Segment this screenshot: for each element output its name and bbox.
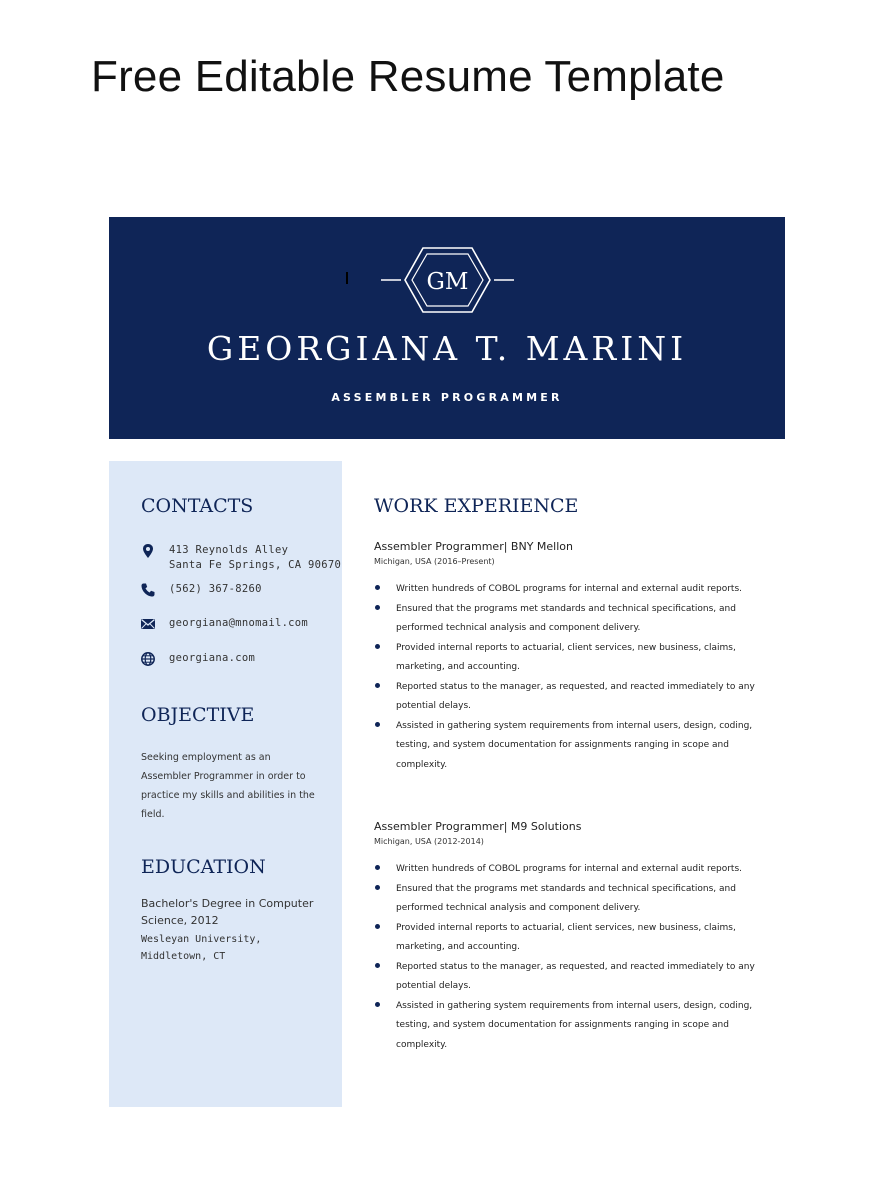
phone-icon (140, 582, 156, 598)
contact-phone (140, 582, 262, 598)
page-heading: Free Editable Resume Template (91, 52, 725, 101)
job-heading: Assembler Programmer| M9 Solutions (374, 820, 582, 833)
job-entry (374, 820, 774, 1055)
globe-icon (140, 651, 156, 667)
website-url: georgiana.com (169, 652, 256, 664)
resume-main-column (374, 461, 774, 1101)
job-duty: Ensured that the programs met standards and technical specifications, and performed technical analysis and component delivery. (374, 600, 774, 639)
education-school-line-1: Wesleyan University, (141, 934, 262, 945)
job-duties-list (374, 860, 774, 1055)
job-location: Michigan, USA (2016–Present) (374, 557, 495, 566)
job-entry (374, 540, 774, 775)
education-heading: EDUCATION (141, 856, 266, 878)
address-line-2: Santa Fe Springs, CA 90670 (169, 559, 342, 571)
job-duty: Reported status to the manager, as requested, and reacted immediately to any potential delays. (374, 678, 774, 717)
resume-header-banner (109, 217, 785, 439)
objective-heading: OBJECTIVE (141, 704, 255, 726)
envelope-icon (140, 616, 156, 632)
job-duty: Assisted in gathering system requirements from internal users, design, coding, testing, and system documentation for assignments ranging in scope and complexity. (374, 717, 774, 776)
contact-website (140, 651, 255, 667)
monogram-emblem (379, 245, 516, 315)
job-duty: Written hundreds of COBOL programs for internal and external audit reports. (374, 860, 774, 880)
location-pin-icon (140, 543, 156, 559)
job-duty: Reported status to the manager, as requested, and reacted immediately to any potential delays. (374, 958, 774, 997)
text-cursor (346, 272, 348, 284)
contact-email (140, 616, 308, 632)
education-degree: Bachelor's Degree in Computer Science, 2012 (141, 897, 314, 927)
contact-address (140, 543, 341, 573)
education-school (141, 931, 331, 965)
work-experience-heading: WORK EXPERIENCE (374, 495, 579, 517)
contacts-heading: CONTACTS (141, 495, 254, 517)
objective-text: Seeking employment as an Assembler Programmer in order to practice my skills and abilities in the field. (141, 752, 315, 820)
job-heading: Assembler Programmer| BNY Mellon (374, 540, 573, 553)
job-duty: Provided internal reports to actuarial, client services, new business, claims, marketing, and accounting. (374, 919, 774, 958)
candidate-title: ASSEMBLER PROGRAMMER (331, 391, 563, 404)
address-line-1: 413 Reynolds Alley (169, 544, 289, 556)
phone-number: (562) 367-8260 (169, 583, 262, 595)
monogram-text: GM (426, 269, 469, 295)
email-address: georgiana@mnomail.com (169, 617, 309, 629)
resume-template-preview[interactable] (109, 217, 785, 1107)
job-duty: Provided internal reports to actuarial, client services, new business, claims, marketing, and accounting. (374, 639, 774, 678)
resume-sidebar (109, 461, 342, 1107)
job-duties-list (374, 580, 774, 775)
education-school-line-2: Middletown, CT (141, 951, 226, 962)
job-location: Michigan, USA (2012-2014) (374, 837, 484, 846)
job-duty: Written hundreds of COBOL programs for internal and external audit reports. (374, 580, 774, 600)
job-duty: Assisted in gathering system requirements from internal users, design, coding, testing, and system documentation for assignments ranging in scope and complexity. (374, 997, 774, 1056)
candidate-name: GEORGIANA T. MARINI (206, 329, 688, 368)
job-duty: Ensured that the programs met standards and technical specifications, and performed technical analysis and component delivery. (374, 880, 774, 919)
